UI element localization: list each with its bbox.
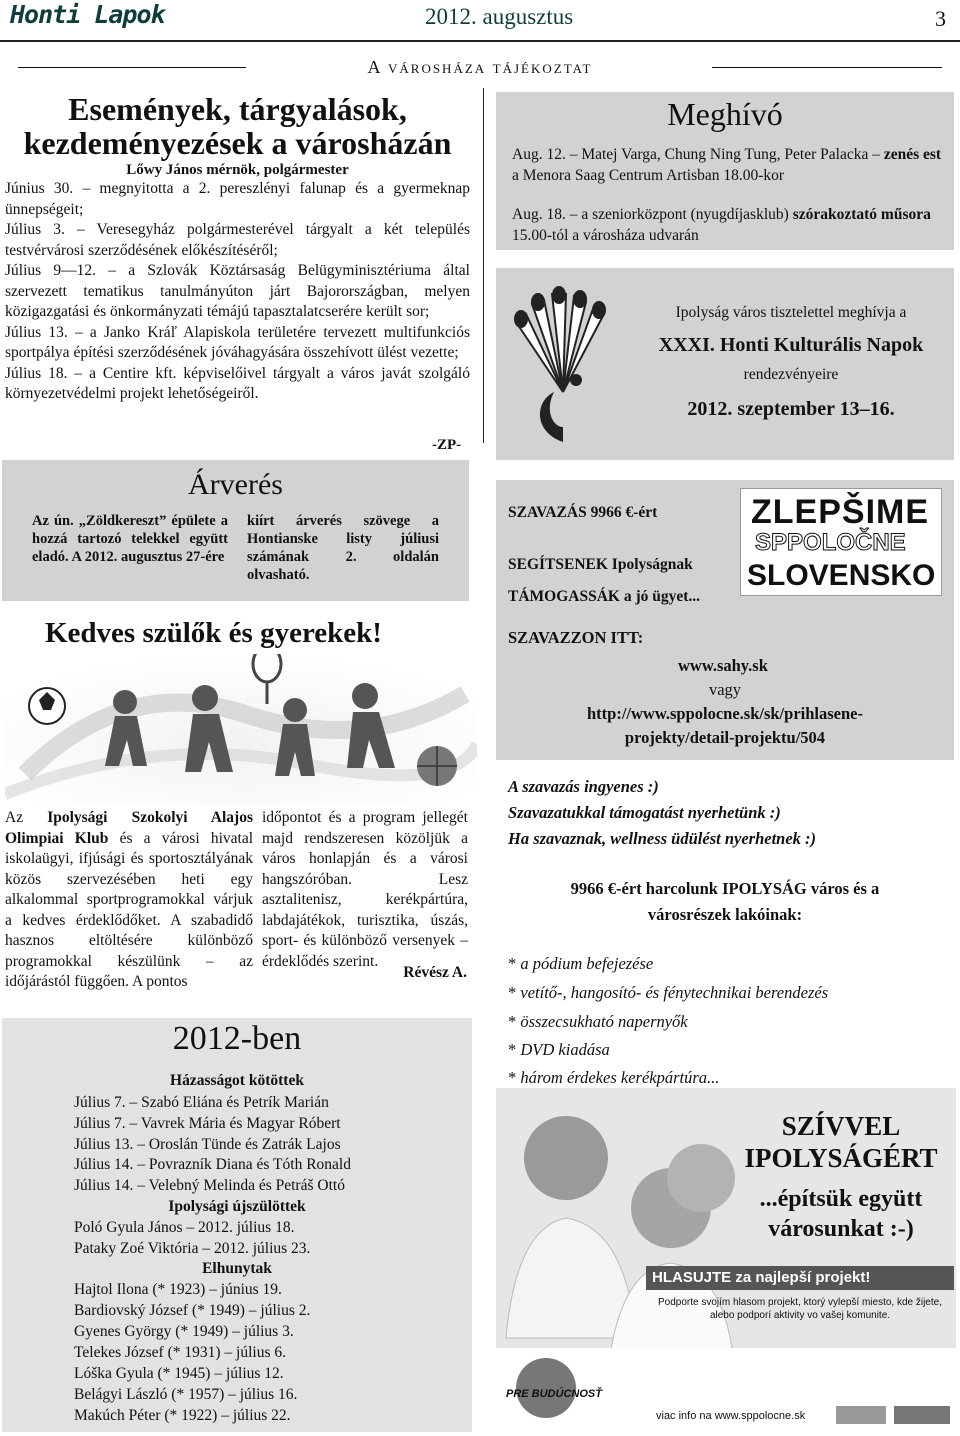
auction-text-right: kiírt árverés szövege a Hontianske listy júliusi számának 2. oldalán olvasható. (247, 513, 439, 583)
poster-slogan-line1: SZÍVVEL (781, 1111, 901, 1141)
deaths-heading: Elhunytak (202, 1260, 272, 1277)
voting-help: SEGÍTSENEK Ipolyságnak (508, 556, 693, 573)
vote-here-label: SZAVAZZON ITT: (508, 628, 644, 647)
news-item: Július 3. – Veresegyház polgármesterével tárgyalt a két település testvérvárosi szerződésének előkészítéséről; (5, 221, 470, 259)
death-row: Hajtol Ilona (* 1923) – június 19. (74, 1281, 282, 1298)
article-title-line2: kezdeményezések a városházán (23, 125, 452, 161)
cultural-days-box (496, 268, 954, 460)
kids-sports-illustration (5, 654, 477, 804)
news-item: Június 30. – megnyitotta a 2. pereszlényi falunap és a gyermeknap ünnepségeit; (5, 180, 470, 218)
civil-registry-box (2, 1018, 472, 1432)
news-item: Július 18. – a Centire kft. képviselőivel tárgyalt a város javát szolgáló környezetvédelmi projekt lehetőségeiről. (5, 364, 470, 402)
peacock-logo (504, 282, 622, 450)
voting-box (496, 480, 954, 760)
marriage-row: Július 13. – Oroslán Tünde és Zatrák Lajos (74, 1136, 341, 1153)
voting-headline: SZAVAZÁS 9966 €-ért (508, 504, 658, 521)
club-name: Ipolysági Szokolyi Alajos Olimpiai Klub (5, 809, 254, 847)
event-concert-date: Aug. 12. – Matej Varga, Chung Ning Tung, Peter Palacka – (512, 146, 884, 163)
voting-support: TÁMOGASSÁK a jó ügyet... (508, 588, 701, 605)
goal-text: vetítő-, hangosító- és fénytechnikai berendezés (520, 983, 829, 1002)
appeal-support: Szavazatukkal támogatást nyerhetünk :) (508, 803, 781, 822)
vote-url-spp-line1[interactable]: http://www.sppolocne.sk/sk/prihlasene- (587, 704, 863, 723)
death-row: Bardiovský József (* 1949) – július 2. (74, 1302, 311, 1319)
auction-title: Árverés (188, 468, 283, 501)
kids-signature: Révész A. (403, 964, 467, 981)
goal-text: a pódium befejezése (520, 954, 654, 973)
poster-slogan-line3: ...építsük együtt (759, 1186, 923, 1212)
event-senior-type: szórakoztató műsora (792, 206, 931, 223)
article-byline: Lőwy János mérnök, polgármester (126, 162, 349, 178)
cultural-days-dates: 2012. szeptember 13–16. (687, 398, 895, 420)
poster-banner-sub (646, 1296, 954, 1322)
goal-item: * összecsukható napernyők (508, 1012, 688, 1031)
auction-box (2, 460, 469, 601)
death-row: Telekes József (* 1931) – július 6. (74, 1344, 286, 1361)
cultural-days-intro: Ipolyság város tisztelettel meghívja a (675, 304, 907, 321)
death-row: Lóška Gyula (* 1945) – július 12. (74, 1365, 284, 1382)
vote-url-spp-line2[interactable]: projekty/detail-projektu/504 (624, 728, 826, 747)
section-title: A városháza tájékoztat (367, 57, 593, 77)
cultural-days-name: XXXI. Honti Kulturális Napok (658, 334, 924, 356)
event-concert-type: zenés est (883, 146, 942, 163)
logo-line1: ZLEPŠIME (751, 493, 930, 531)
marriage-row: Július 14. – Velebný Melinda és Petráš Ottó (74, 1177, 345, 1194)
poster-slogan-line2: IPOLYSÁGÉRT (744, 1143, 938, 1173)
auction-text-left: Az ún. „Zöldkereszt” épülete a hozzá tartozó telekkel együtt eladó. A 2012. augusztus 27-ére (32, 513, 228, 565)
birth-row: Poló Gyula János – 2012. július 18. (74, 1219, 295, 1236)
birth-row: Pataky Zoé Viktória – 2012. július 23. (74, 1240, 311, 1257)
article-title (5, 92, 470, 160)
death-row: Gyenes György (* 1949) – július 3. (74, 1323, 294, 1340)
fight-statement (496, 876, 954, 928)
zlepsime-logo (740, 488, 942, 596)
column-divider (483, 88, 484, 443)
goal-text: DVD kiadása (520, 1040, 610, 1059)
issue-date: 2012. augusztus (425, 4, 574, 29)
news-article (5, 92, 470, 405)
marriage-row: Július 7. – Vavrek Mária és Magyar Róbert (74, 1115, 341, 1132)
article-title-line1: Események, tárgyalások, (68, 91, 407, 127)
goal-item: * a pódium befejezése (508, 954, 654, 973)
death-row: Belágyi László (* 1957) – július 16. (74, 1386, 298, 1403)
cultural-days-events: rendezvényeire (743, 366, 839, 383)
section-rule-left (18, 67, 246, 68)
event-senior-show (512, 204, 942, 246)
kids-title: Kedves szülők és gyerekek! (45, 617, 382, 649)
article-signature: -ZP- (432, 437, 462, 453)
vote-url-sahy[interactable]: www.sahy.sk (678, 656, 768, 675)
poster-banner-sub2: alebo podporí aktivity vo vašej komunite. (709, 1310, 891, 1321)
masthead: Honti Lapok (10, 0, 165, 29)
poster-footer-url: viac info na www.sppolocne.sk (656, 1410, 806, 1422)
goal-text: három érdekes kerékpártúra... (520, 1068, 720, 1087)
logo-line3: SLOVENSKO (747, 559, 936, 592)
kids-text-col2: időpontot és a program jellegét majd rendszeresen közöljük a város honlapján és a városi hangszóróban. Lesz asztalitenisz, kerékpártúra, labdajátékok, turisztika, úszás, sport- és különböző versenyek – érdeklődés szerint. (262, 809, 468, 970)
event-concert (512, 144, 942, 186)
goal-item: * vetítő-, hangosító- és fénytechnikai berendezés (508, 983, 829, 1002)
poster-slogan-top (726, 1110, 956, 1174)
poster-slogan-bottom (726, 1184, 956, 1244)
poster-banner-sub1: Podporte svojím hlasom projekt, ktorý vylepší miesto, kde žijete, (657, 1297, 942, 1308)
poster-banner-title: HLASUJTE za najlepší projekt! (652, 1269, 871, 1286)
news-item: Július 13. – a Janko Kráľ Alapiskola területére tervezett multifunkciós sportpálya építési szerződésének jóváhagyására összehívott ülést vezette; (5, 323, 470, 361)
marriages-heading: Házasságot kötöttek (170, 1072, 304, 1089)
fight-line1: 9966 €-ért harcolunk IPOLYSÁG város és a (570, 879, 880, 898)
poster-tagline: PRE BUDÚCNOSŤ (506, 1388, 602, 1400)
invitation-title: Meghívó (667, 96, 783, 132)
kids-text-post: és a városi hivatal iskolaügyi, ifjúsági és sportosztályának közös szervezésében heti egy alkalommal sportprogramokkal várjuk a kedves érdeklődőket. A szabadidő hasznos eltöltésére különböző programokkal készülünk – az időjárástól függően. A pontos (5, 829, 253, 990)
page-number: 3 (935, 6, 946, 31)
event-concert-venue: a Menora Saag Centrum Artisban 18.00-kor (512, 167, 785, 184)
logo-line2: SPPOLOČNE (755, 529, 906, 556)
births-heading: Ipolysági újszülöttek (168, 1198, 306, 1215)
appeal-free: A szavazás ingyenes :) (508, 777, 659, 796)
invitation-box (496, 92, 954, 250)
death-row: Makúch Péter (* 1922) – július 22. (74, 1407, 291, 1424)
appeal-wellness: Ha szavaznak, wellness üdülést nyerhetnek :) (508, 829, 817, 848)
goal-item: * három érdekes kerékpártúra... (508, 1068, 720, 1087)
marriage-row: Július 7. – Szabó Eliána és Petrík Marián (74, 1094, 329, 1111)
marriage-row: Július 14. – Povrazník Diana és Tóth Ronald (74, 1156, 351, 1173)
registry-title: 2012-ben (172, 1020, 302, 1057)
section-rule-right (712, 67, 942, 68)
poster-slogan-line4: városunkat :-) (768, 1216, 914, 1242)
event-senior-venue: 15.00-tól a városháza udvarán (512, 227, 699, 244)
goal-text: összecsukható napernyők (520, 1012, 688, 1031)
vote-or: vagy (708, 680, 742, 699)
campaign-poster (496, 1088, 956, 1432)
kids-text-pre: Az (5, 809, 48, 826)
news-item: Július 9—12. – a Szlovák Köztársaság Belügyminisztériuma által szervezett tematikus tanulmányúton járt Bajorországban, melyen közigazgatási és önkormányzati témájú tapasztalatcserére került sor; (5, 262, 470, 320)
fight-line2: városrészek lakóinak: (647, 905, 803, 924)
kids-text-col1 (5, 808, 253, 993)
event-senior-date: Aug. 18. – a szeniorközpont (nyugdíjasklub) (512, 206, 793, 223)
header-rule (0, 40, 960, 42)
goal-item: * DVD kiadása (508, 1040, 610, 1059)
